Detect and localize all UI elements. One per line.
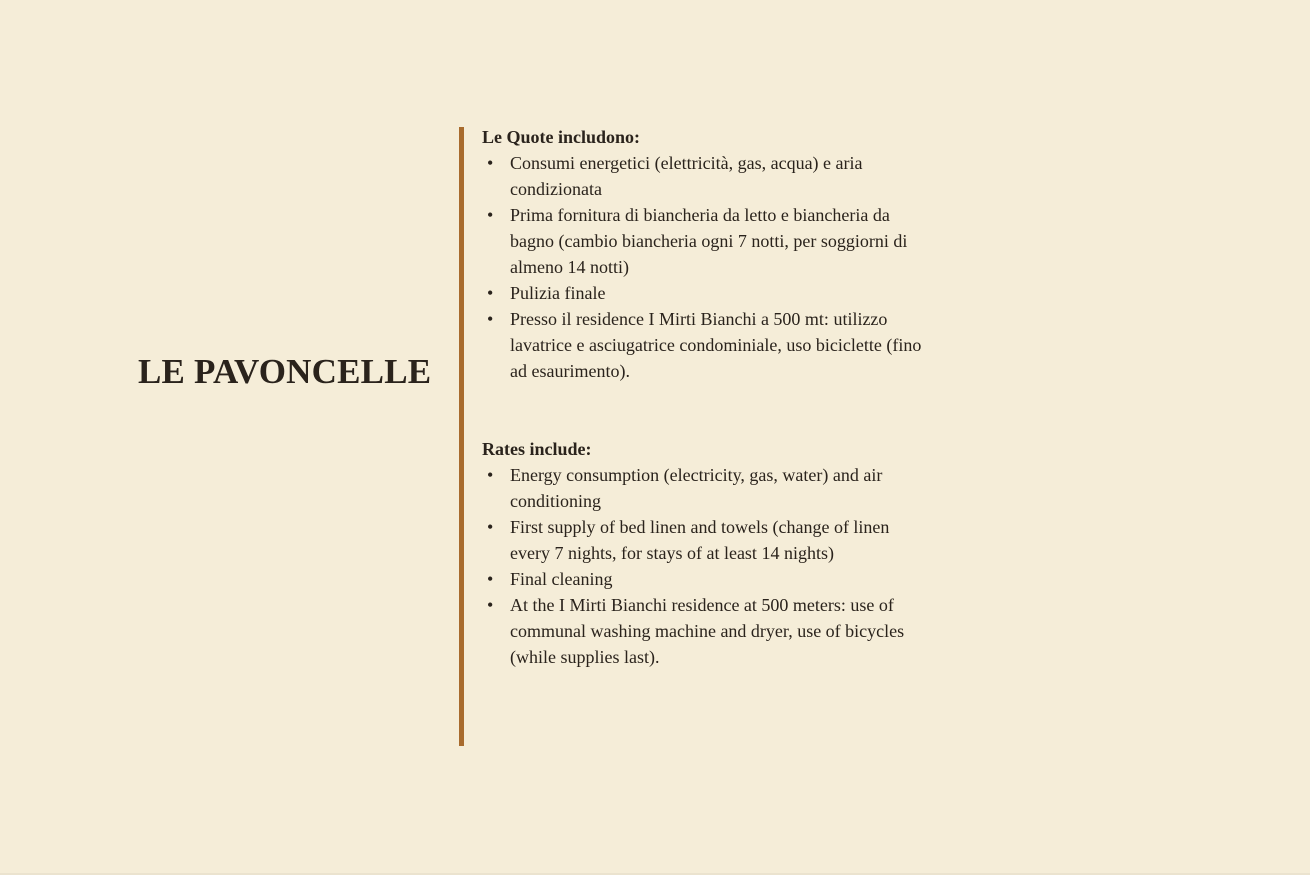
- english-heading: Rates include:: [482, 439, 592, 459]
- list-item: • At the I Mirti Bianchi residence at 500 meters: use of communal washing machine and dryer, use of bicycles (while supplies last).: [482, 592, 932, 670]
- vertical-divider: [459, 127, 464, 746]
- english-rates-section: [482, 436, 932, 670]
- list-item: • First supply of bed linen and towels (change of linen every 7 nights, for stays of at least 14 nights): [482, 514, 932, 566]
- italian-heading: Le Quote includono:: [482, 127, 641, 147]
- list-item: • Final cleaning: [482, 566, 932, 592]
- list-item: • Presso il residence I Mirti Bianchi a 500 mt: utilizzo lavatrice e asciugatrice condominiale, uso biciclette (fino ad esaurimento).: [482, 306, 932, 384]
- list-item: • Prima fornitura di biancheria da letto e biancheria da bagno (cambio biancheria ogni 7 notti, per soggiorni di almeno 14 notti): [482, 202, 932, 280]
- list-item: • Energy consumption (electricity, gas, water) and air conditioning: [482, 462, 932, 514]
- italian-rates-section: [482, 124, 932, 384]
- english-list: [482, 462, 932, 670]
- italian-list: [482, 150, 932, 384]
- list-item: • Pulizia finale: [482, 280, 932, 306]
- list-item: • Consumi energetici (elettricità, gas, acqua) e aria condizionata: [482, 150, 932, 202]
- page-title: LE PAVONCELLE: [138, 352, 432, 391]
